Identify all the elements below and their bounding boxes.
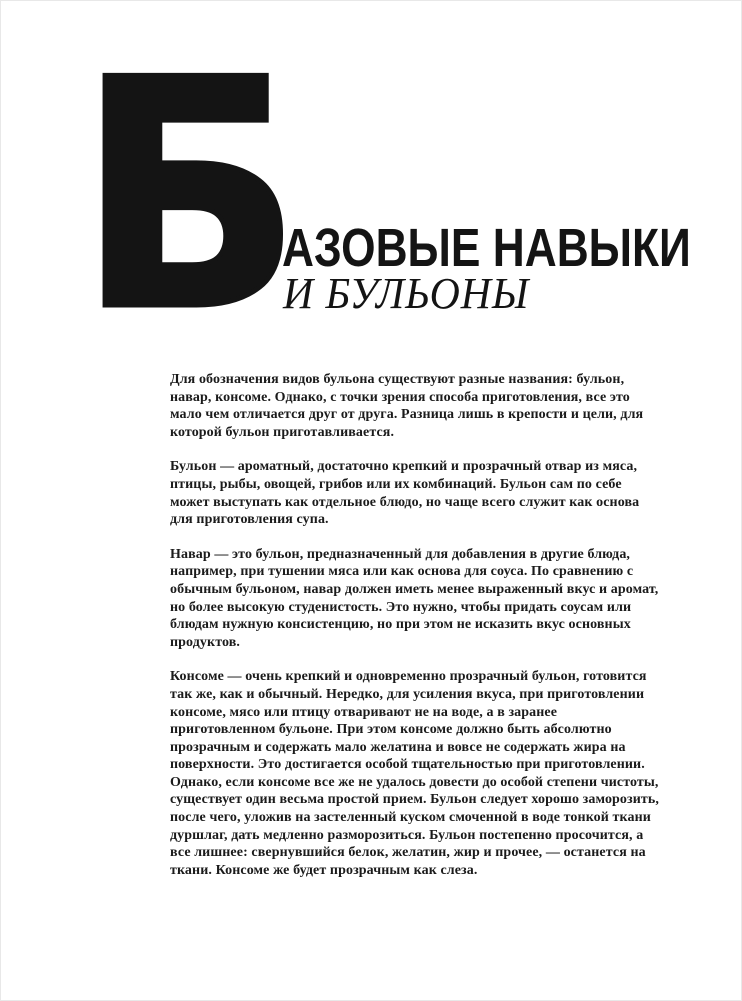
- paragraph-intro: Для обозначения видов бульона существуют разные названия: бульон, навар, консоме. Однако, с точки зрения способа приготовления, все это мало чем отличается друг от друга. Разница лишь в крепости и цели, для которой бульон приготавливается.: [170, 372, 644, 440]
- chapter-dropcap-letter: Б: [78, 14, 302, 380]
- paragraph-consomme: Консоме — очень крепкий и одновременно прозрачный бульон, готовится так же, как и обычный. Нередко, для усиления вкуса, при приготовлении консоме, мясо или птицу отваривают не на воде, а в заранее приготовленном бульоне. При этом консоме должно быть абсолютно прозрачным и содержать мало желатина и вовсе не содержать жира на поверхности. Это достигается особой тщательностью при приготовлении. Однако, если консоме все же не удалось довести до особой степени чистоты, существует один весьма простой прием. Бульон следует хорошо заморозить, после чего, уложив на застеленный куском смоченной в воде тонкой ткани дуршлаг, дать медленно разморозиться. Бульон постепенно просочится, а все лишнее: свернувшийся белок, желатин, жир и прочее, — останется на ткани. Консоме же будет прозрачным как слеза.: [170, 669, 660, 878]
- paragraph-navar: Навар — это бульон, предназначенный для добавления в другие блюда, например, при тушении мяса или как основа для соуса. По сравнению с обычным бульоном, навар должен иметь менее выраженный вкус и аромат, но более высокую студенистость. Это нужно, чтобы придать соусам или блюдам нужную консистенцию, но при этом не исказить вкус основных продуктов.: [170, 546, 659, 650]
- chapter-title: АЗОВЫЕ НАВЫКИ: [282, 218, 691, 278]
- article-body: [170, 371, 663, 896]
- chapter-subtitle: И БУЛЬОНЫ: [283, 269, 530, 318]
- paragraph-bouillon: Бульон — ароматный, достаточно крепкий и прозрачный отвар из мяса, птицы, рыбы, овощей, грибов или их комбинаций. Бульон сам по себе может выступать как отдельное блюдо, но чаще всего служит как основа для приготовления супа.: [170, 459, 640, 528]
